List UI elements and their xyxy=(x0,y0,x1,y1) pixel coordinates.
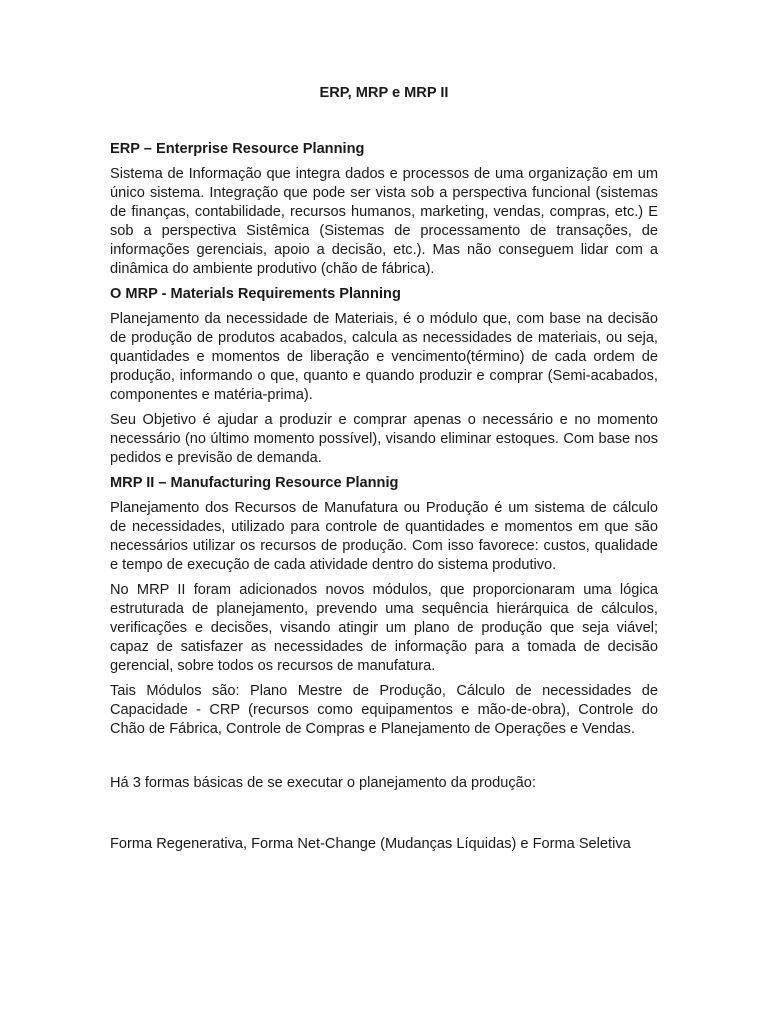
document-page xyxy=(110,84,658,860)
section-heading-mrp: O MRP - Materials Requirements Planning xyxy=(110,286,401,302)
section-mrp xyxy=(110,285,658,468)
paragraph-mrp-2: Seu Objetivo é ajudar a produzir e comprar apenas o necessário e no momento necessário (no último momento possível), visando eliminar estoques. Com base nos pedidos e previsão de demanda. xyxy=(110,412,658,466)
paragraph-erp-1: Sistema de Informação que integra dados e processos de uma organização em um único sistema. Integração que pode ser vista sob a perspectiva funcional (sistemas de finanças, contabilidade, recursos humanos, marketing, vendas, compras, etc.) E sob a perspectiva Sistêmica (Sistemas de processamento de transações, de informações gerenciais, apoio a decisão, etc.). Mas não conseguem lidar com a dinâmica do ambiente produtivo (chão de fábrica). xyxy=(110,166,658,277)
paragraph-mrp-ii-1: Planejamento dos Recursos de Manufatura ou Produção é um sistema de cálculo de necessidades, utilizado para controle de quantidades e momentos em que são necessários utilizar os recursos de produção. Com isso favorece: custos, qualidade e tempo de execução de cada atividade dentro do sistema produtivo. xyxy=(110,500,658,573)
section-heading-mrp-ii: MRP II – Manufacturing Resource Plannig xyxy=(110,475,399,491)
paragraph-mrp-ii-3: Tais Módulos são: Plano Mestre de Produção, Cálculo de necessidades de Capacidade - CRP (recursos como equipamentos e mão-de-obra), Controle do Chão de Fábrica, Controle de Compras e Planejamento de Operações e Vendas. xyxy=(110,683,658,737)
spacer xyxy=(110,799,658,835)
section-heading-erp: ERP – Enterprise Resource Planning xyxy=(110,141,365,157)
paragraph-mrp-ii-2: No MRP II foram adicionados novos módulos, que proporcionaram uma lógica estruturada de planejamento, prevendo uma sequência hierárquica de cálculos, verificações e decisões, visando atingir um plano de produção que seja viável; capaz de satisfazer as necessidades de informação para a tomada de decisão gerencial, sobre todos os recursos de manufatura. xyxy=(110,582,658,674)
document-title: ERP, MRP e MRP II xyxy=(319,85,449,101)
spacer xyxy=(110,745,658,774)
paragraph-planning-forms: Forma Regenerativa, Forma Net-Change (Mudanças Líquidas) e Forma Seletiva xyxy=(110,836,631,852)
section-mrp-ii xyxy=(110,474,658,739)
section-erp xyxy=(110,140,658,279)
paragraph-planning-intro: Há 3 formas básicas de se executar o planejamento da produção: xyxy=(110,775,536,791)
paragraph-mrp-1: Planejamento da necessidade de Materiais, é o módulo que, com base na decisão de produção de produtos acabados, calcula as necessidades de materiais, ou seja, quantidades e momentos de liberação e vencimento(término) de cada ordem de produção, informando o que, quanto e quando produzir e comprar (Semi-acabados, componentes e matéria-prima). xyxy=(110,311,658,403)
